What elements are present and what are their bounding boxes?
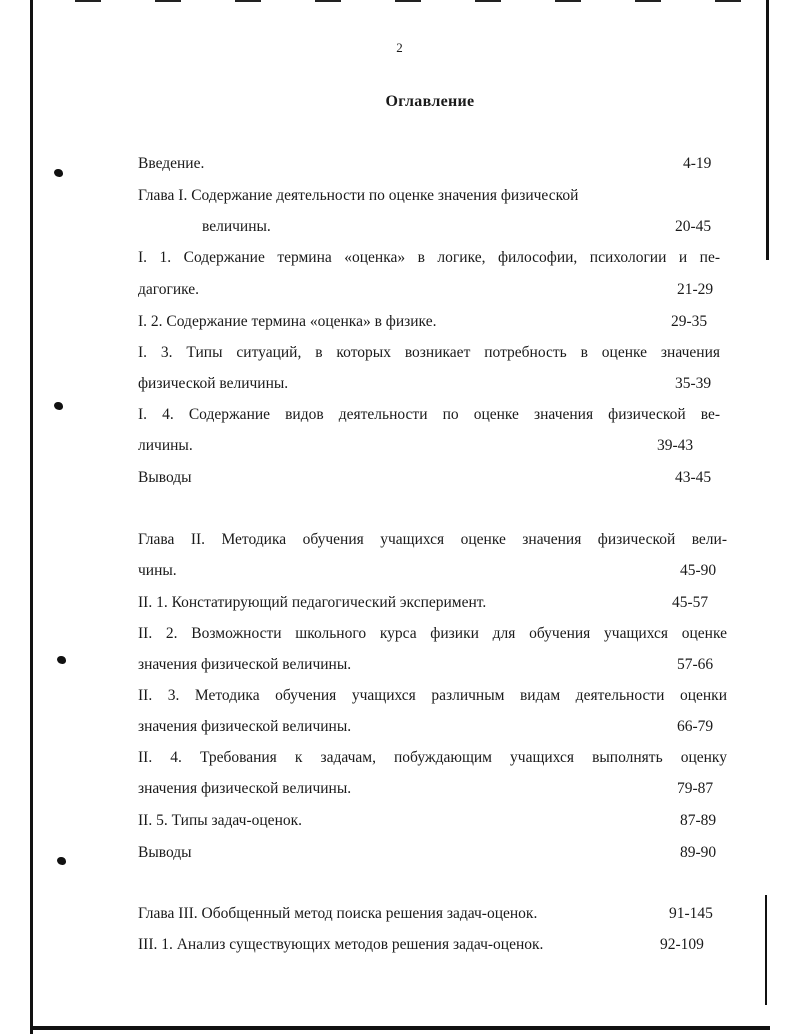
toc-entry-title-cont: значения физической величины. — [138, 656, 352, 673]
toc-entry-pages: 43-45 — [675, 469, 712, 486]
toc-entry-pages: 89-90 — [680, 844, 717, 861]
toc-entry-title: Глава I. Содержание деятельности по оценке значения физической — [138, 187, 579, 204]
toc-entry-pages: 57-66 — [677, 656, 714, 673]
page-number: 2 — [396, 40, 403, 55]
toc-entry-pages: 35-39 — [675, 375, 712, 392]
scan-edge-right — [766, 0, 769, 260]
toc-title: Оглавление — [385, 93, 475, 110]
toc-entry-title: II. 5. Типы задач-оценок. — [138, 812, 303, 829]
toc-entry-pages: 4-19 — [683, 155, 712, 172]
toc-entry-pages: 29-35 — [671, 313, 708, 330]
toc-entry-title-cont: величины. — [202, 218, 271, 235]
toc-entry-title: Выводы — [138, 844, 192, 861]
punch-hole-mark — [54, 402, 63, 410]
toc-entry-pages: 91-145 — [669, 905, 713, 922]
toc-entry-title: II. 1. Констатирующий педагогический эксперимент. — [138, 594, 487, 611]
toc-entry-title-cont: значения физической величины. — [138, 780, 352, 797]
toc-entry-title-cont: дагогике. — [138, 281, 200, 298]
toc-entry-title-cont: физической величины. — [138, 375, 289, 392]
toc-entry-title: Выводы — [138, 469, 192, 486]
scan-edge-bottom — [30, 1026, 770, 1030]
scan-edge-right-lower — [765, 895, 767, 1005]
toc-entry-title: II. 4. Требования к задачам, побуждающим учащихся выполнять оценку — [138, 749, 727, 766]
toc-entry-pages: 39-43 — [657, 437, 694, 454]
toc-entry-pages: 66-79 — [677, 718, 714, 735]
toc-entry-title-cont: личины. — [138, 437, 193, 454]
toc-entry-pages: 87-89 — [680, 812, 717, 829]
toc-entry-pages: 45-57 — [672, 594, 709, 611]
toc-entry-title: I. 1. Содержание термина «оценка» в логике, философии, психологии и пе- — [138, 249, 720, 266]
scan-edge-left — [30, 0, 33, 1034]
toc-entry-title: Глава III. Обобщенный метод поиска решения задач-оценок. — [138, 905, 538, 922]
toc-entry-pages: 79-87 — [677, 780, 714, 797]
scan-edge-top — [75, 0, 765, 2]
toc-entry-title: II. 3. Методика обучения учащихся различным видам деятельности оценки — [138, 687, 727, 704]
toc-entry-title-cont: значения физической величины. — [138, 718, 352, 735]
punch-hole-mark — [54, 169, 63, 177]
toc-entry-title: II. 2. Возможности школьного курса физики для обучения учащихся оценке — [138, 625, 727, 642]
toc-entry-title: Введение. — [138, 155, 205, 172]
toc-entry-title: Глава II. Методика обучения учащихся оценке значения физической вели- — [138, 531, 727, 548]
toc-entry-title: I. 2. Содержание термина «оценка» в физике. — [138, 313, 437, 330]
toc-entry-pages: 45-90 — [680, 562, 717, 579]
toc-entry-pages: 21-29 — [677, 281, 714, 298]
toc-entry-title: I. 4. Содержание видов деятельности по оценке значения физической ве- — [138, 406, 720, 423]
toc-entry-title: I. 3. Типы ситуаций, в которых возникает потребность в оценке значения — [138, 344, 720, 361]
toc-entry-title-cont: чины. — [138, 562, 177, 579]
toc-entry-pages: 92-109 — [660, 936, 704, 953]
toc-entry-pages: 20-45 — [675, 218, 712, 235]
punch-hole-mark — [57, 656, 66, 664]
toc-entry-title: III. 1. Анализ существующих методов решения задач-оценок. — [138, 936, 544, 953]
punch-hole-mark — [57, 857, 66, 865]
